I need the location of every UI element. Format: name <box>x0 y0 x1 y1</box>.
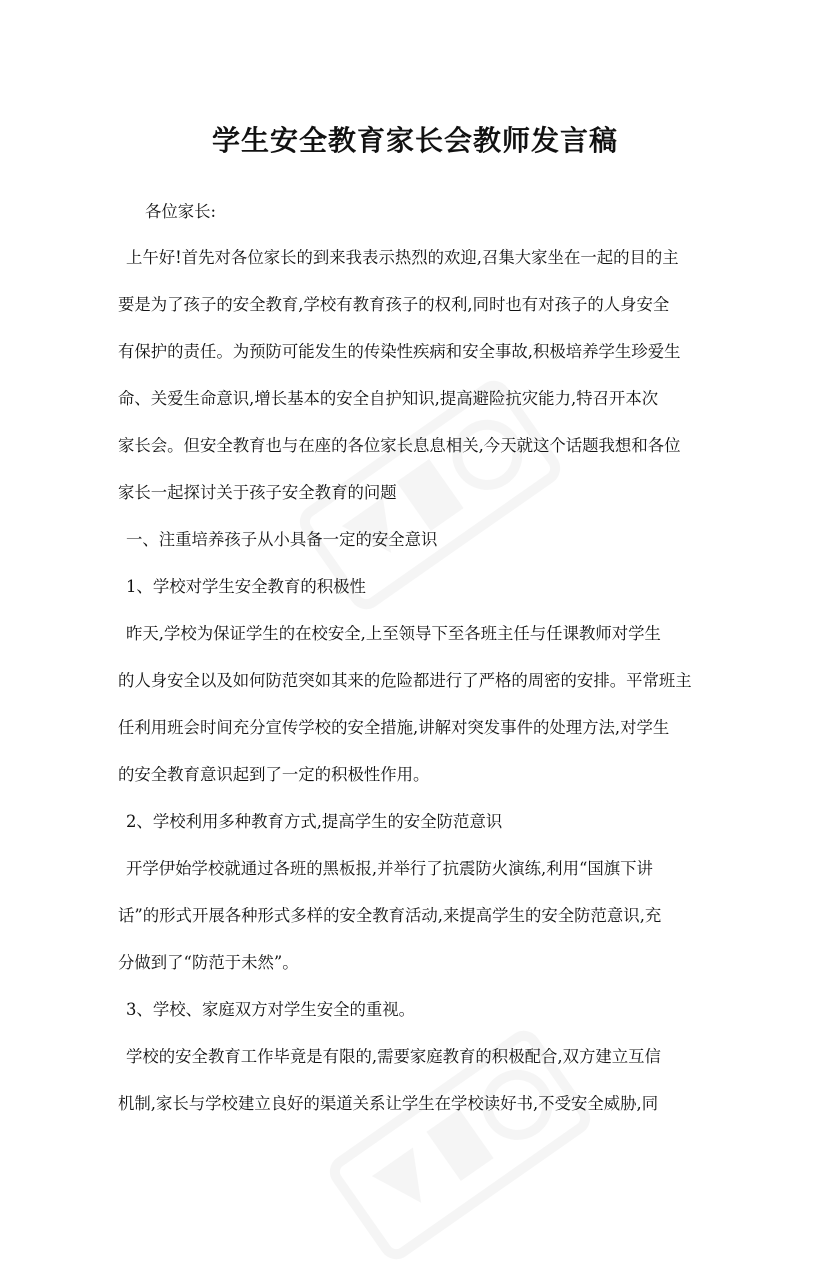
paragraph-line: 命、关爱生命意识,增长基本的安全自护知识,提高避险抗灾能力,特召开本次 <box>118 389 659 408</box>
subsection-heading: 1、学校对学生安全教育的积极性 <box>126 577 366 596</box>
paragraph-line: 分做到了“防范于未然”。 <box>118 953 299 972</box>
paragraph-line: 有保护的责任。为预防可能发生的传染性疾病和安全事故,积极培养学生珍爱生 <box>118 342 681 361</box>
document-title: 学生安全教育家长会教师发言稿 <box>211 123 618 157</box>
paragraph-line: 任利用班会时间充分宣传学校的安全措施,讲解对突发事件的处理方法,对学生 <box>118 718 670 737</box>
paragraph-line: 机制,家长与学校建立良好的渠道关系让学生在学校读好书,不受安全威胁,同 <box>118 1094 659 1113</box>
paragraph-line: 开学伊始学校就通过各班的黑板报,并举行了抗震防火演练,利用“国旗下讲 <box>126 859 653 878</box>
subsection-heading: 3、学校、家庭双方对学生安全的重视。 <box>126 1000 416 1019</box>
paragraph-line: 家长会。但安全教育也与在座的各位家长息息相关,今天就这个话题我想和各位 <box>118 436 681 455</box>
paragraph-line: 上午好!首先对各位家长的到来我表示热烈的欢迎,召集大家坐在一起的目的主 <box>126 248 679 267</box>
section-heading: 一、注重培养孩子从小具备一定的安全意识 <box>126 530 438 549</box>
paragraph-line: 要是为了孩子的安全教育,学校有教育孩子的权利,同时也有对孩子的人身安全 <box>118 295 670 314</box>
paragraph-line: 话”的形式开展各种形式多样的安全教育活动,来提高学生的安全防范意识,充 <box>118 906 662 925</box>
paragraph-line: 的人身安全以及如何防范突如其来的危险都进行了严格的周密的安排。平常班主 <box>118 671 692 690</box>
subsection-heading: 2、学校利用多种教育方式,提高学生的安全防范意识 <box>126 812 503 831</box>
paragraph-line: 学校的安全教育工作毕竟是有限的,需要家庭教育的积极配合,双方建立互信 <box>126 1047 661 1066</box>
paragraph-line: 家长一起探讨关于孩子安全教育的问题 <box>118 483 397 502</box>
salutation: 各位家长: <box>145 202 217 221</box>
paragraph-line: 的安全教育意识起到了一定的积极性作用。 <box>118 765 430 784</box>
paragraph-line: 昨天,学校为保证学生的在校安全,上至领导下至各班主任与任课教师对学生 <box>126 624 661 643</box>
